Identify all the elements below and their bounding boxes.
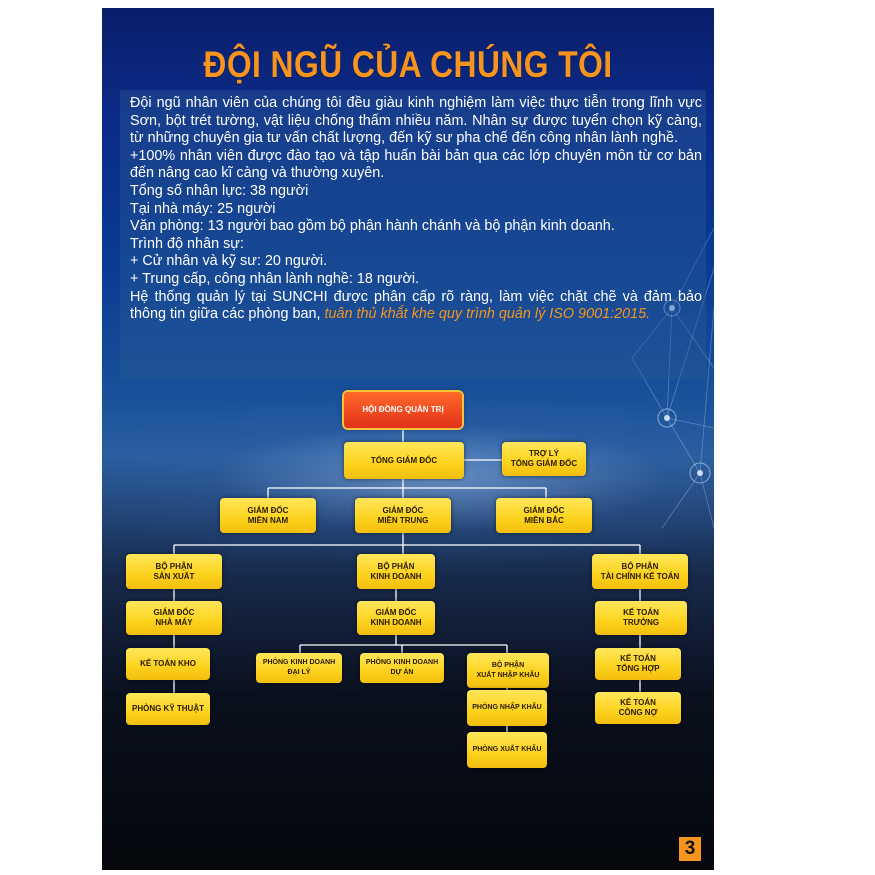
org-agent-sales: PHÒNG KINH DOANH ĐẠI LÝ	[256, 653, 342, 683]
org-sales-director: GIÁM ĐỐC KINH DOANH	[357, 601, 435, 635]
org-chart-connectors	[102, 8, 714, 870]
org-import-export: BỘ PHẬN XUẤT NHẬP KHẨU	[467, 653, 549, 688]
org-general-accounting: KẾ TOÁN TỔNG HỢP	[595, 648, 681, 680]
org-project-sales: PHÒNG KINH DOANH DỰ ÁN	[360, 653, 444, 683]
paragraph: +100% nhân viên được đào tạo và tập huấn bài bản qua các lớp chuyên môn từ cơ bản đến nâng cao kĩ càng và thường xuyên.	[130, 147, 702, 182]
brochure-page	[102, 8, 714, 870]
org-technical-dept: PHÒNG KỸ THUẬT	[126, 693, 210, 725]
org-ceo-assistant: TRỢ LÝ TỔNG GIÁM ĐỐC	[502, 442, 586, 476]
org-board: HỘI ĐỒNG QUẢN TRỊ	[344, 392, 462, 428]
org-debt-accounting: KẾ TOÁN CÔNG NỢ	[595, 692, 681, 724]
page-number: 3	[679, 837, 701, 861]
org-director-north: GIÁM ĐỐC MIỀN BẮC	[496, 498, 592, 533]
org-chief-accountant: KẾ TOÁN TRƯỞNG	[595, 601, 687, 635]
paragraph: Văn phòng: 13 người bao gồm bộ phận hành chánh và bộ phận kinh doanh.	[130, 218, 615, 235]
org-dept-production: BỘ PHẬN SẢN XUẤT	[126, 554, 222, 589]
paragraph: + Trung cấp, công nhân lành nghề: 18 người.	[130, 270, 420, 287]
paragraph: Đội ngũ nhân viên của chúng tôi đều giàu kinh nghiệm làm việc thực tiễn trong lĩnh vực Sơn, bột trét tường, vật liệu chống thấm nhiều năm. Nhân sự được tuyển chọn kỹ càng, từ những chuyên gia tư vấn chất lượng, đến kỹ sư pha chế đến công nhân lành nghề.	[130, 95, 702, 147]
org-factory-director: GIÁM ĐỐC NHÀ MÁY	[126, 601, 222, 635]
paragraph: Tổng số nhân lực: 38 người	[130, 182, 309, 199]
management-text: Hệ thống quản lý tại SUNCHI được phân cấp rõ ràng, làm việc chặt chẽ và đảm bảo thông tin giữa các phòng ban,	[130, 288, 702, 323]
paragraph: + Cử nhân và kỹ sư: 20 người.	[130, 253, 328, 270]
org-director-central: GIÁM ĐỐC MIỀN TRUNG	[355, 498, 451, 533]
paragraph: Trình độ nhân sự:	[130, 235, 244, 252]
org-export-dept: PHÒNG XUẤT KHẨU	[467, 732, 547, 768]
iso-highlight: tuân thủ khắt khe quy trình quản lý ISO 9001:2015.	[324, 306, 651, 323]
org-warehouse-accounting: KẾ TOÁN KHO	[126, 648, 210, 680]
org-dept-sales: BỘ PHẬN KINH DOANH	[357, 554, 435, 589]
org-import-dept: PHÒNG NHẬP KHẨU	[467, 690, 547, 726]
page-title: ĐỘI NGŨ CỦA CHÚNG TÔI	[203, 44, 613, 85]
org-ceo: TỔNG GIÁM ĐỐC	[344, 442, 464, 479]
org-dept-finance: BỘ PHẬN TÀI CHÍNH KẾ TOÁN	[592, 554, 688, 589]
paragraph: Tại nhà máy: 25 người	[130, 200, 276, 217]
org-director-south: GIÁM ĐỐC MIỀN NAM	[220, 498, 316, 533]
